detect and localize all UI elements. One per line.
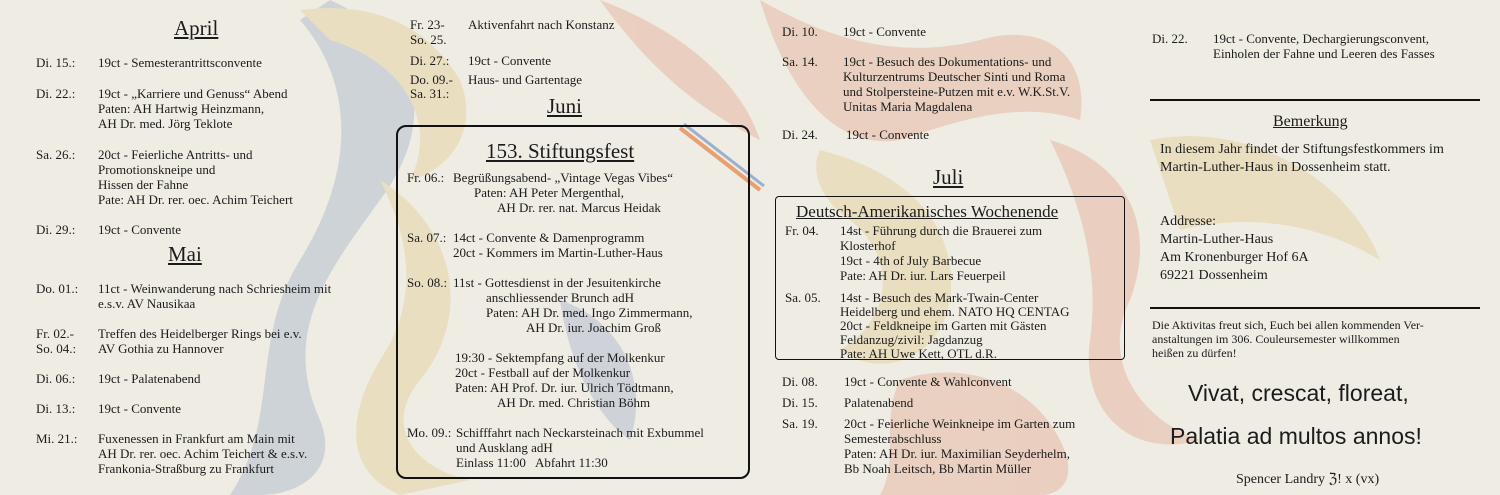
date-label: Fr. 04. [785, 223, 819, 238]
date-label: Mi. 21.: [36, 431, 78, 446]
event-text: AH Dr. rer. oec. Achim Teichert & e.s.v. [98, 446, 308, 461]
event-text: 19ct - Convente [468, 53, 552, 68]
event-text: Haus- und Gartentage [468, 72, 583, 87]
event-text: 19ct - Besuch des Dokumentations- und [843, 54, 1052, 69]
address-line: Martin-Luther-Haus [1160, 232, 1274, 247]
event-text: AH Dr. iur. Joachim Groß [526, 320, 662, 335]
event-text: 11st - Gottesdienst in der Jesuitenkirche [453, 275, 661, 290]
date-label: So. 25. [410, 32, 447, 47]
event-text: 20ct - Kommers im Martin-Luther-Haus [453, 245, 663, 260]
closing-text: Die Aktivitas freut sich, Euch bei allen kommenden Ver- [1152, 318, 1424, 332]
event-text: und Ausklang adH [456, 440, 553, 455]
event-text: 19ct - Semesterantrittsconvente [98, 55, 262, 70]
note-text: In diesem Jahr findet der Stiftungsfestkommers im [1160, 142, 1444, 157]
event-text: Palatenabend [844, 395, 914, 410]
address-line: 69221 Dossenheim [1160, 268, 1268, 283]
address-line: Am Kronenburger Hof 6A [1160, 250, 1309, 265]
event-text: 19ct - Convente [843, 24, 927, 39]
month-heading-mai: Mai [168, 242, 202, 266]
event-text: Einholen der Fahne und Leeren des Fasses [1213, 46, 1435, 61]
event-text: 14ct - Convente & Damenprogramm [453, 230, 645, 245]
event-text: Paten: AH Dr. med. Ingo Zimmermann, [486, 305, 693, 320]
date-label: So. 08.: [407, 275, 448, 290]
month-heading-april: April [174, 16, 219, 40]
event-text: Kulturzentrums Deutscher Sinti und Roma [843, 69, 1066, 84]
event-text: 20ct - Feldkneipe im Garten mit Gästen [840, 318, 1047, 333]
closing-text: anstaltungen im 306. Couleursemester willkommen [1152, 332, 1400, 346]
event-text: 19ct - Palatenabend [98, 371, 201, 386]
motto-line-1: Vivat, crescat, floreat, [1188, 380, 1409, 406]
event-text: AV Gothia zu Hannover [98, 341, 224, 356]
signature: Spencer Landry ℨ! x (vx) [1236, 472, 1380, 487]
event-text: 19:30 - Sektempfang auf der Molkenkur [455, 350, 665, 365]
note-heading: Bemerkung [1273, 113, 1348, 130]
date-label: Di. 22. [1152, 31, 1188, 46]
event-text: Semesterabschluss [844, 431, 942, 446]
date-label: Di. 13.: [36, 401, 76, 416]
date-label: Di. 15. [782, 395, 818, 410]
event-text: Frankonia-Straßburg zu Frankfurt [98, 461, 274, 476]
event-text: 19ct - Convente [98, 401, 182, 416]
event-text: 20ct - Festball auf der Molkenkur [455, 365, 631, 380]
closing-text: heißen zu dürfen! [1152, 346, 1237, 360]
date-label: So. 04.: [36, 341, 77, 356]
event-text: 19ct - 4th of July Barbecue [840, 253, 982, 268]
event-text: 20ct - Feierliche Weinkneipe im Garten zum [844, 416, 1076, 431]
motto-line-2: Palatia ad multos annos! [1170, 423, 1422, 449]
date-label: Sa. 14. [782, 54, 818, 69]
address-line: Addresse: [1160, 214, 1216, 229]
event-text: und Stolpersteine-Putzen mit e.v. W.K.St.V. [843, 84, 1071, 99]
date-label: Fr. 06.: [407, 170, 445, 185]
event-text: Paten: AH Hartwig Heinzmann, [98, 101, 265, 116]
date-label: Fr. 23- [410, 17, 445, 32]
event-text: Treffen des Heidelberger Rings bei e.v. [98, 326, 302, 341]
event-text: Feldanzug/zivil: Jagdanzug [840, 332, 983, 347]
month-heading-juli: Juli [933, 165, 964, 189]
event-text: Pate: AH Uwe Kett, OTL d.R. [840, 346, 997, 361]
event-text: Paten: AH Peter Mergenthal, [474, 185, 624, 200]
event-text: 19ct - Convente [846, 127, 930, 142]
event-text: 19ct - „Karriere und Genuss“ Abend [98, 86, 288, 101]
event-text: Einlass 11:00 Abfahrt 11:30 [456, 455, 608, 470]
event-text: Unitas Maria Magdalena [843, 99, 973, 114]
date-label: Sa. 05. [785, 290, 821, 305]
date-label: Di. 06.: [36, 371, 76, 386]
stiftungsfest-title: 153. Stiftungsfest [486, 139, 635, 163]
date-label: Di. 15.: [36, 55, 76, 70]
event-text: Paten: AH Dr. iur. Maximilian Seyderhelm, [844, 446, 1071, 461]
weekend-title: Deutsch-Amerikanisches Wochenende [796, 202, 1059, 221]
event-text: 11ct - Weinwanderung nach Schriesheim mit [98, 281, 332, 296]
date-label: Sa. 07.: [407, 230, 447, 245]
event-text: 19ct - Convente [98, 222, 182, 237]
event-text: AH Dr. med. Christian Böhm [497, 395, 651, 410]
event-text: Hissen der Fahne [98, 177, 189, 192]
month-heading-juni: Juni [547, 94, 583, 118]
event-text: Bb Noah Leitsch, Bb Martin Müller [844, 461, 1032, 476]
divider [1150, 99, 1480, 101]
event-text: Heidelberg und ehem. NATO HQ CENTAG [840, 304, 1070, 319]
date-label: Di. 27.: [410, 53, 450, 68]
date-label: Sa. 19. [782, 416, 818, 431]
event-text: anschliessender Brunch adH [486, 290, 635, 305]
event-text: Fuxenessen in Frankfurt am Main mit [98, 431, 295, 446]
event-text: Klosterhof [840, 238, 896, 253]
date-label: Sa. 31.: [410, 86, 450, 101]
divider [1150, 307, 1480, 309]
date-label: Sa. 26.: [36, 147, 76, 162]
event-text: 14st - Führung durch die Brauerei zum [840, 223, 1043, 238]
event-text: Aktivenfahrt nach Konstanz [468, 17, 615, 32]
event-text: e.s.v. AV Nausikaa [98, 296, 196, 311]
date-label: Di. 22.: [36, 86, 76, 101]
date-label: Do. 09.- [410, 72, 453, 87]
event-text: AH Dr. med. Jörg Teklote [98, 116, 233, 131]
date-label: Do. 01.: [36, 281, 79, 296]
event-text: Schifffahrt nach Neckarsteinach mit Exbummel [456, 425, 704, 440]
note-text: Martin-Luther-Haus in Dossenheim statt. [1160, 160, 1391, 175]
event-text: Begrüßungsabend- „Vintage Vegas Vibes“ [453, 170, 673, 185]
event-text: Paten: AH Prof. Dr. iur. Ulrich Tödtmann, [455, 380, 674, 395]
date-label: Di. 08. [782, 374, 818, 389]
event-text: AH Dr. rer. nat. Marcus Heidak [497, 200, 661, 215]
date-label: Mo. 09.: [407, 425, 452, 440]
date-label: Di. 29.: [36, 222, 76, 237]
event-text: 20ct - Feierliche Antritts- und [98, 147, 253, 162]
event-text: Promotionskneipe und [98, 162, 216, 177]
event-text: 19ct - Convente, Dechargierungsconvent, [1213, 31, 1429, 46]
event-text: 19ct - Convente & Wahlconvent [844, 374, 1012, 389]
event-text: Pate: AH Dr. rer. oec. Achim Teichert [98, 192, 293, 207]
date-label: Di. 24. [782, 127, 818, 142]
date-label: Fr. 02.- [36, 326, 74, 341]
event-text: Pate: AH Dr. iur. Lars Feuerpeil [840, 268, 1006, 283]
date-label: Di. 10. [782, 24, 818, 39]
event-text: 14st - Besuch des Mark-Twain-Center [840, 290, 1039, 305]
